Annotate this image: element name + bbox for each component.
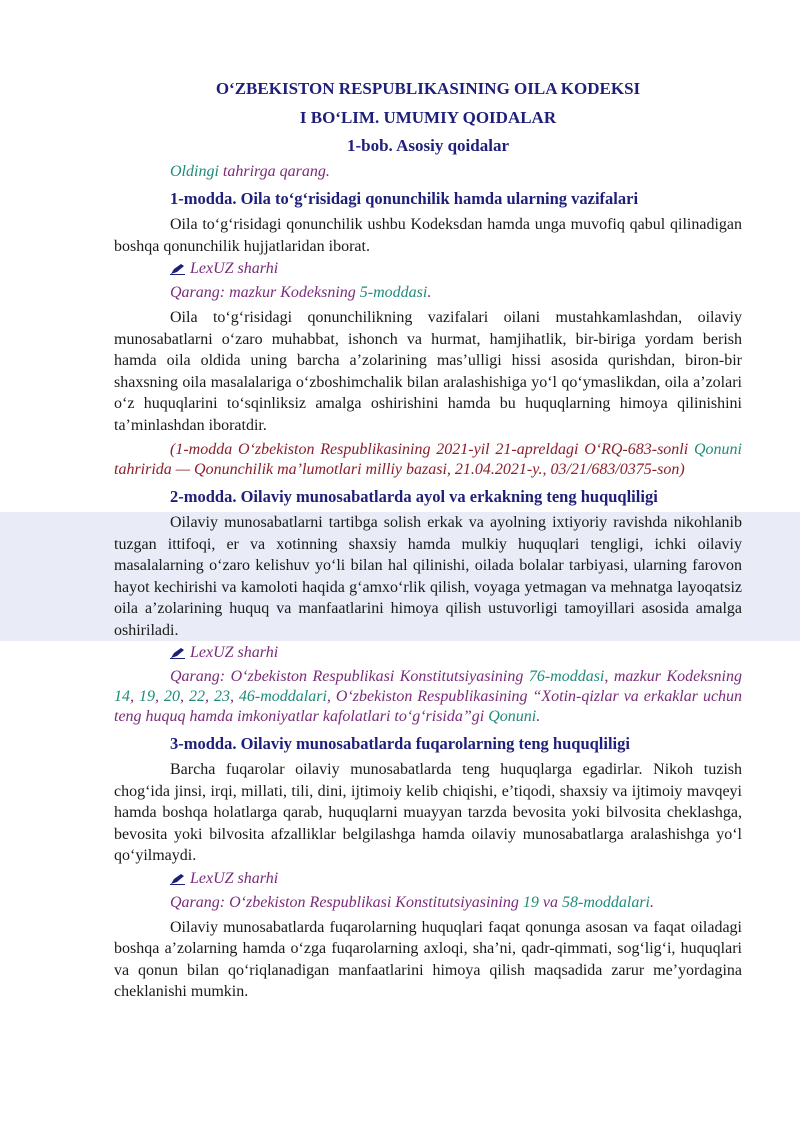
edition-note-part-2: tahririda — Qonunchilik ma’lumotlari milliy bazasi, 21.04.2021-y., 03/21/683/0375-son) xyxy=(114,461,685,478)
see-also-link-22[interactable]: 22 xyxy=(188,688,205,705)
lexuz-label: LexUZ sharhi xyxy=(190,260,279,277)
document-title: O‘ZBEKISTON RESPUBLIKASINING OILA KODEKSI xyxy=(215,79,641,98)
article-1-title: 1-modda. Oila to‘g‘risidagi qonunchilik hamda ularning vazifalari xyxy=(170,189,639,208)
article-2-highlight xyxy=(0,512,800,641)
lexuz-commentary-link[interactable] xyxy=(170,869,742,889)
article-1-paragraph-1: Oila to‘g‘risidagi qonunchilik ushbu Kodeksdan hamda unga muvofiq qabul qilinadigan boshqa qonunchilik hujjatlaridan iborat. xyxy=(114,216,742,255)
see-also-link-constitution-19[interactable]: 19 xyxy=(522,893,539,911)
chapter-heading: 1-bob. Asosiy qoidalar xyxy=(346,136,509,155)
see-also-link-law[interactable]: Qonuni xyxy=(488,708,537,725)
see-also-text: va xyxy=(538,893,562,911)
previous-edition-link[interactable]: Oldingi xyxy=(170,163,219,180)
pencil-icon xyxy=(170,263,186,275)
article-3-paragraph-2: Oilaviy munosabatlarda fuqarolarning huquqlari faqat qonunga asosan va faqat oiladagi boshqa a’zolarning hamda o‘zga fuqarolarning axloqi, sha’ni, qadr-qimmati, sog‘lig‘i, huquqlari va qonun bilan qo‘riqlanadigan manfaatlarini himoya qilish maqsadida zarur me’yordagina cheklanishi mumkin. xyxy=(114,918,742,1000)
lexuz-label: LexUZ sharhi xyxy=(190,869,279,887)
part-heading: I BO‘LIM. UMUMIY QOIDALAR xyxy=(299,108,557,127)
article-2-paragraph-1: Oilaviy munosabatlarni tartibga solish erkak va ayolning ixtiyoriy ravishda nikohlanib tuzgan ittifoqi, er va xotinning shaxsiy hamda mulkiy huquqlari tengligi, ichki oilaviy masalalarning o‘zaro kelishuv yo‘li bilan hal qilinishi, oilada bolalar tarbiyasi, ularning farovon hayot kechirishi va kamoloti haqida g‘amxo‘rlik qilish, voyaga yetmagan va mehnatga layoqatsiz oila a’zolarining huquq va manfaatlarini himoya qilish ustuvorligi tamoyillari asosida amalga oshiriladi. xyxy=(114,514,742,639)
edition-note-part-1: (1-modda O‘zbekiston Respublikasining 2021-yil 21-apreldagi O‘RQ-683-sonli xyxy=(170,441,694,458)
see-also-end: . xyxy=(649,893,654,911)
see-also-prefix: Qarang: O‘zbekiston Respublikasi Konstitutsiyasining xyxy=(170,668,529,685)
see-also-text: , O‘zbekiston Respublikasining “Xotin-qizlar va erkaklar uchun teng huquq hamda imkoniyatlar kafolatlari to‘g‘risida”gi xyxy=(114,688,743,725)
article-2-title: 2-modda. Oilaviy munosabatlarda ayol va erkakning teng huquqliligi xyxy=(170,487,658,506)
see-also-link-constitution-76[interactable]: 76-moddasi xyxy=(528,668,605,685)
see-also-link-23[interactable]: 23 xyxy=(213,688,230,705)
see-also-link-20[interactable]: 20 xyxy=(163,688,180,705)
see-also-text: , mazkur Kodeksning xyxy=(604,668,742,685)
see-also-link-article-5[interactable]: 5-moddasi xyxy=(359,284,428,301)
lexuz-label: LexUZ sharhi xyxy=(190,644,279,661)
article-3-paragraph-1: Barcha fuqarolar oilaviy munosabatlarda teng huquqlarga egadirlar. Nikoh tuzish chog‘ida jinsi, irqi, millati, tili, dini, ijtimoiy kelib chiqishi, e’tiqodi, shaxsiy va ijtimoiy mavqeyi hamda boshqa holatlarga qarab, huquqlarni muayyan tarzda bevosita yoki bilvosita cheklashga, bevosita yoki bilvosita afzalliklar belgilashga hamda oilaviy munosabatlarga aralashishga yo‘l qo‘yilmaydi. xyxy=(114,761,742,864)
previous-edition-text: tahrirga qarang. xyxy=(218,163,330,180)
see-also-link-14[interactable]: 14 xyxy=(114,688,130,705)
lexuz-commentary-link[interactable] xyxy=(170,259,742,279)
see-also-end: . xyxy=(536,708,541,725)
previous-edition-note xyxy=(170,162,742,182)
article-1-paragraph-2: Oila to‘g‘risidagi qonunchilikning vazifalari oilani mustahkamlashdan, oilaviy munosabatlarni o‘zaro muhabbat, ishonch va hurmat, hamjihatlik, bir-biriga yordam berish hamda oila oldida uning barcha a’zolarining mas’ulligi hissi asosida qurishdan, biron-bir shaxsning oila masalalariga o‘zboshimchalik bilan aralashishiga yo‘l qo‘ymaslikdan, oila a’zolari o‘z huquqlarini to‘sqinliksiz amalga oshirishini hamda bu huquqlarning himoya qilinishini ta’minlashdan iboratdir. xyxy=(114,309,742,434)
see-also-link-46[interactable]: 46-moddalari xyxy=(238,688,327,705)
article-3-title: 3-modda. Oilaviy munosabatlarda fuqarolarning teng huquqliligi xyxy=(170,734,630,753)
see-also-link-constitution-58[interactable]: 58-moddalari xyxy=(561,893,650,911)
edition-note-law-link[interactable]: Qonuni xyxy=(694,441,742,458)
see-also-prefix: Qarang: O‘zbekiston Respublikasi Konstitutsiyasining xyxy=(170,893,523,911)
see-also-suffix: . xyxy=(427,284,432,301)
lexuz-commentary-link[interactable] xyxy=(170,643,742,663)
article-1-see-also xyxy=(170,283,742,303)
pencil-icon xyxy=(170,647,186,659)
article-3-see-also xyxy=(170,893,742,913)
see-also-link-19[interactable]: 19 xyxy=(138,688,155,705)
see-also-prefix: Qarang: mazkur Kodeksning xyxy=(170,284,360,301)
article-2-see-also: Qarang: O‘zbekiston Respublikasi Konstitutsiyasining 76-moddasi, mazkur Kodeksning 14, 19, 20, 22, 23, 46-moddalari, O‘zbekiston Respublikasining “Xotin-qizlar va erkaklar uchun teng huquq hamda imkoniyatlar kafolatlari to‘g‘risida”gi Qonuni. xyxy=(114,668,743,725)
pencil-icon xyxy=(170,873,186,885)
article-1-edition-note xyxy=(114,440,742,480)
